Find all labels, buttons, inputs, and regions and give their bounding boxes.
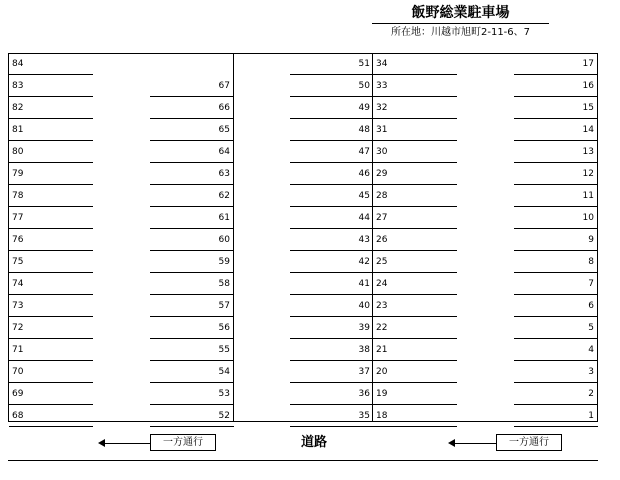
parking-stall: 80 xyxy=(9,141,93,163)
parking-stall: 79 xyxy=(9,163,93,185)
parking-stall: 12 xyxy=(514,163,598,185)
parking-stall: 24 xyxy=(373,273,457,295)
parking-stall: 40 xyxy=(290,295,374,317)
parking-stall: 8 xyxy=(514,251,598,273)
parking-stall: 73 xyxy=(9,295,93,317)
parking-stall: 54 xyxy=(150,361,234,383)
parking-stall: 70 xyxy=(9,361,93,383)
parking-stall: 60 xyxy=(150,229,234,251)
road-edge-line xyxy=(8,460,598,461)
parking-stall: 55 xyxy=(150,339,234,361)
parking-stall: 37 xyxy=(290,361,374,383)
parking-stall: 30 xyxy=(373,141,457,163)
parking-stall: 75 xyxy=(9,251,93,273)
parking-stall: 43 xyxy=(290,229,374,251)
parking-stall: 7 xyxy=(514,273,598,295)
parking-stall: 34 xyxy=(373,53,457,75)
parking-stall: 83 xyxy=(9,75,93,97)
parking-stall: 61 xyxy=(150,207,234,229)
parking-stall: 19 xyxy=(373,383,457,405)
parking-stall: 71 xyxy=(9,339,93,361)
parking-stall: 15 xyxy=(514,97,598,119)
parking-stall: 1 xyxy=(514,405,598,427)
parking-stall: 23 xyxy=(373,295,457,317)
parking-stall: 38 xyxy=(290,339,374,361)
parking-stall: 33 xyxy=(373,75,457,97)
parking-stall: 32 xyxy=(373,97,457,119)
parking-stall: 47 xyxy=(290,141,374,163)
parking-stall: 66 xyxy=(150,97,234,119)
parking-stall: 28 xyxy=(373,185,457,207)
arrow-left-line xyxy=(104,443,150,444)
parking-stall: 21 xyxy=(373,339,457,361)
parking-stall: 45 xyxy=(290,185,374,207)
parking-stall: 50 xyxy=(290,75,374,97)
parking-stall: 69 xyxy=(9,383,93,405)
parking-stall: 49 xyxy=(290,97,374,119)
parking-stall: 11 xyxy=(514,185,598,207)
parking-stall: 2 xyxy=(514,383,598,405)
parking-stall: 5 xyxy=(514,317,598,339)
parking-stall: 76 xyxy=(9,229,93,251)
parking-stall: 58 xyxy=(150,273,234,295)
parking-stall: 29 xyxy=(373,163,457,185)
parking-stall: 41 xyxy=(290,273,374,295)
arrow-left-line xyxy=(454,443,496,444)
lot-title: 飯野総業駐車場 xyxy=(372,3,549,24)
parking-stall: 4 xyxy=(514,339,598,361)
parking-stall: 14 xyxy=(514,119,598,141)
parking-stall: 82 xyxy=(9,97,93,119)
parking-stall: 72 xyxy=(9,317,93,339)
parking-stall: 74 xyxy=(9,273,93,295)
parking-stall: 20 xyxy=(373,361,457,383)
parking-stall: 52 xyxy=(150,405,234,427)
parking-stall: 27 xyxy=(373,207,457,229)
parking-stall: 6 xyxy=(514,295,598,317)
parking-stall: 53 xyxy=(150,383,234,405)
parking-stall: 35 xyxy=(290,405,374,427)
lot-address: 所在地：川越市旭町2-11-6、7 xyxy=(390,27,531,38)
road-label: 道路 xyxy=(300,435,327,450)
parking-stall: 63 xyxy=(150,163,234,185)
parking-stall: 68 xyxy=(9,405,93,427)
parking-stall: 78 xyxy=(9,185,93,207)
parking-stall: 81 xyxy=(9,119,93,141)
parking-stall: 48 xyxy=(290,119,374,141)
parking-stall: 42 xyxy=(290,251,374,273)
parking-stall: 17 xyxy=(514,53,598,75)
parking-stall: 16 xyxy=(514,75,598,97)
parking-stall: 39 xyxy=(290,317,374,339)
parking-stall: 57 xyxy=(150,295,234,317)
oneway-sign-right: 一方通行 xyxy=(496,434,562,451)
parking-stall: 10 xyxy=(514,207,598,229)
oneway-sign-left: 一方通行 xyxy=(150,434,216,451)
parking-stall: 56 xyxy=(150,317,234,339)
parking-stall: 18 xyxy=(373,405,457,427)
parking-stall: 13 xyxy=(514,141,598,163)
parking-stall: 36 xyxy=(290,383,374,405)
parking-stall: 65 xyxy=(150,119,234,141)
parking-stall: 62 xyxy=(150,185,234,207)
parking-stall: 67 xyxy=(150,75,234,97)
parking-stall: 25 xyxy=(373,251,457,273)
parking-stall: 46 xyxy=(290,163,374,185)
parking-stall: 84 xyxy=(9,53,93,75)
parking-stall: 26 xyxy=(373,229,457,251)
parking-stall: 3 xyxy=(514,361,598,383)
parking-stall: 77 xyxy=(9,207,93,229)
parking-stall: 59 xyxy=(150,251,234,273)
parking-stall: 9 xyxy=(514,229,598,251)
parking-stall: 44 xyxy=(290,207,374,229)
parking-stall: 64 xyxy=(150,141,234,163)
parking-stall: 22 xyxy=(373,317,457,339)
parking-stall: 51 xyxy=(290,53,374,75)
parking-stall: 31 xyxy=(373,119,457,141)
